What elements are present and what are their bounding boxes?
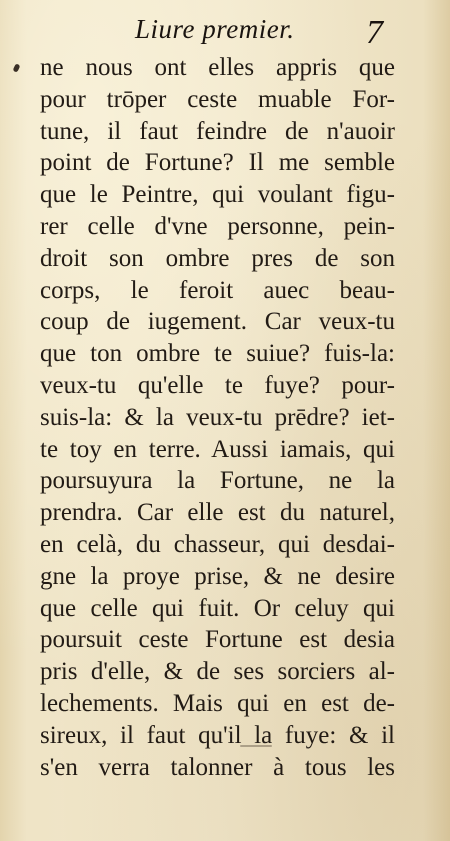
text-line: rer celle d'vne personne, pein- (40, 212, 395, 240)
text-line: prendra. Car elle est du naturel, (40, 499, 395, 527)
body-text (40, 52, 395, 783)
text-line: droit son ombre pres de son (40, 244, 395, 272)
margin-mark (13, 63, 21, 72)
text-line: que celle qui fuit. Or celuy qui (40, 594, 395, 622)
text-line: point de Fortune? Il me semble (40, 149, 395, 177)
catchword-mark (240, 745, 272, 747)
text-line: coup de iugement. Car veux-tu (40, 308, 395, 336)
text-line: veux-tu qu'elle te fuye? pour- (40, 371, 395, 399)
text-line: que le Peintre, qui voulant figu- (40, 181, 395, 209)
text-line: corps, le feroit auec beau- (40, 276, 395, 304)
text-line: ne nous ont elles appris que (40, 54, 395, 81)
text-line: sireux, il faut qu'il la fuye: & il (40, 721, 395, 749)
running-head: Liure premier. (135, 14, 295, 44)
text-line: poursuyura la Fortune, ne la (40, 467, 395, 495)
text-line: pris d'elle, & de ses sorciers al- (40, 658, 395, 686)
page-number: 7 (366, 14, 383, 51)
text-line: poursuit ceste Fortune est desia (40, 626, 395, 654)
text-line: tune, il faut feindre de n'auoir (40, 117, 395, 145)
text-line: en celà, du chasseur, qui desdai- (40, 530, 395, 558)
text-line: te toy en terre. Aussi iamais, qui (40, 435, 395, 463)
text-line: s'en verra talonner à tous les (40, 753, 395, 781)
text-line: gne la proye prise, & ne desire (40, 562, 395, 590)
text-line: pour trōper ceste muable For- (40, 85, 395, 113)
text-line: suis-la: & la veux-tu prēdre? iet- (40, 403, 395, 431)
text-line: que ton ombre te suiue? fuis-la: (40, 340, 395, 368)
text-line: lechements. Mais qui en est de- (40, 689, 395, 717)
